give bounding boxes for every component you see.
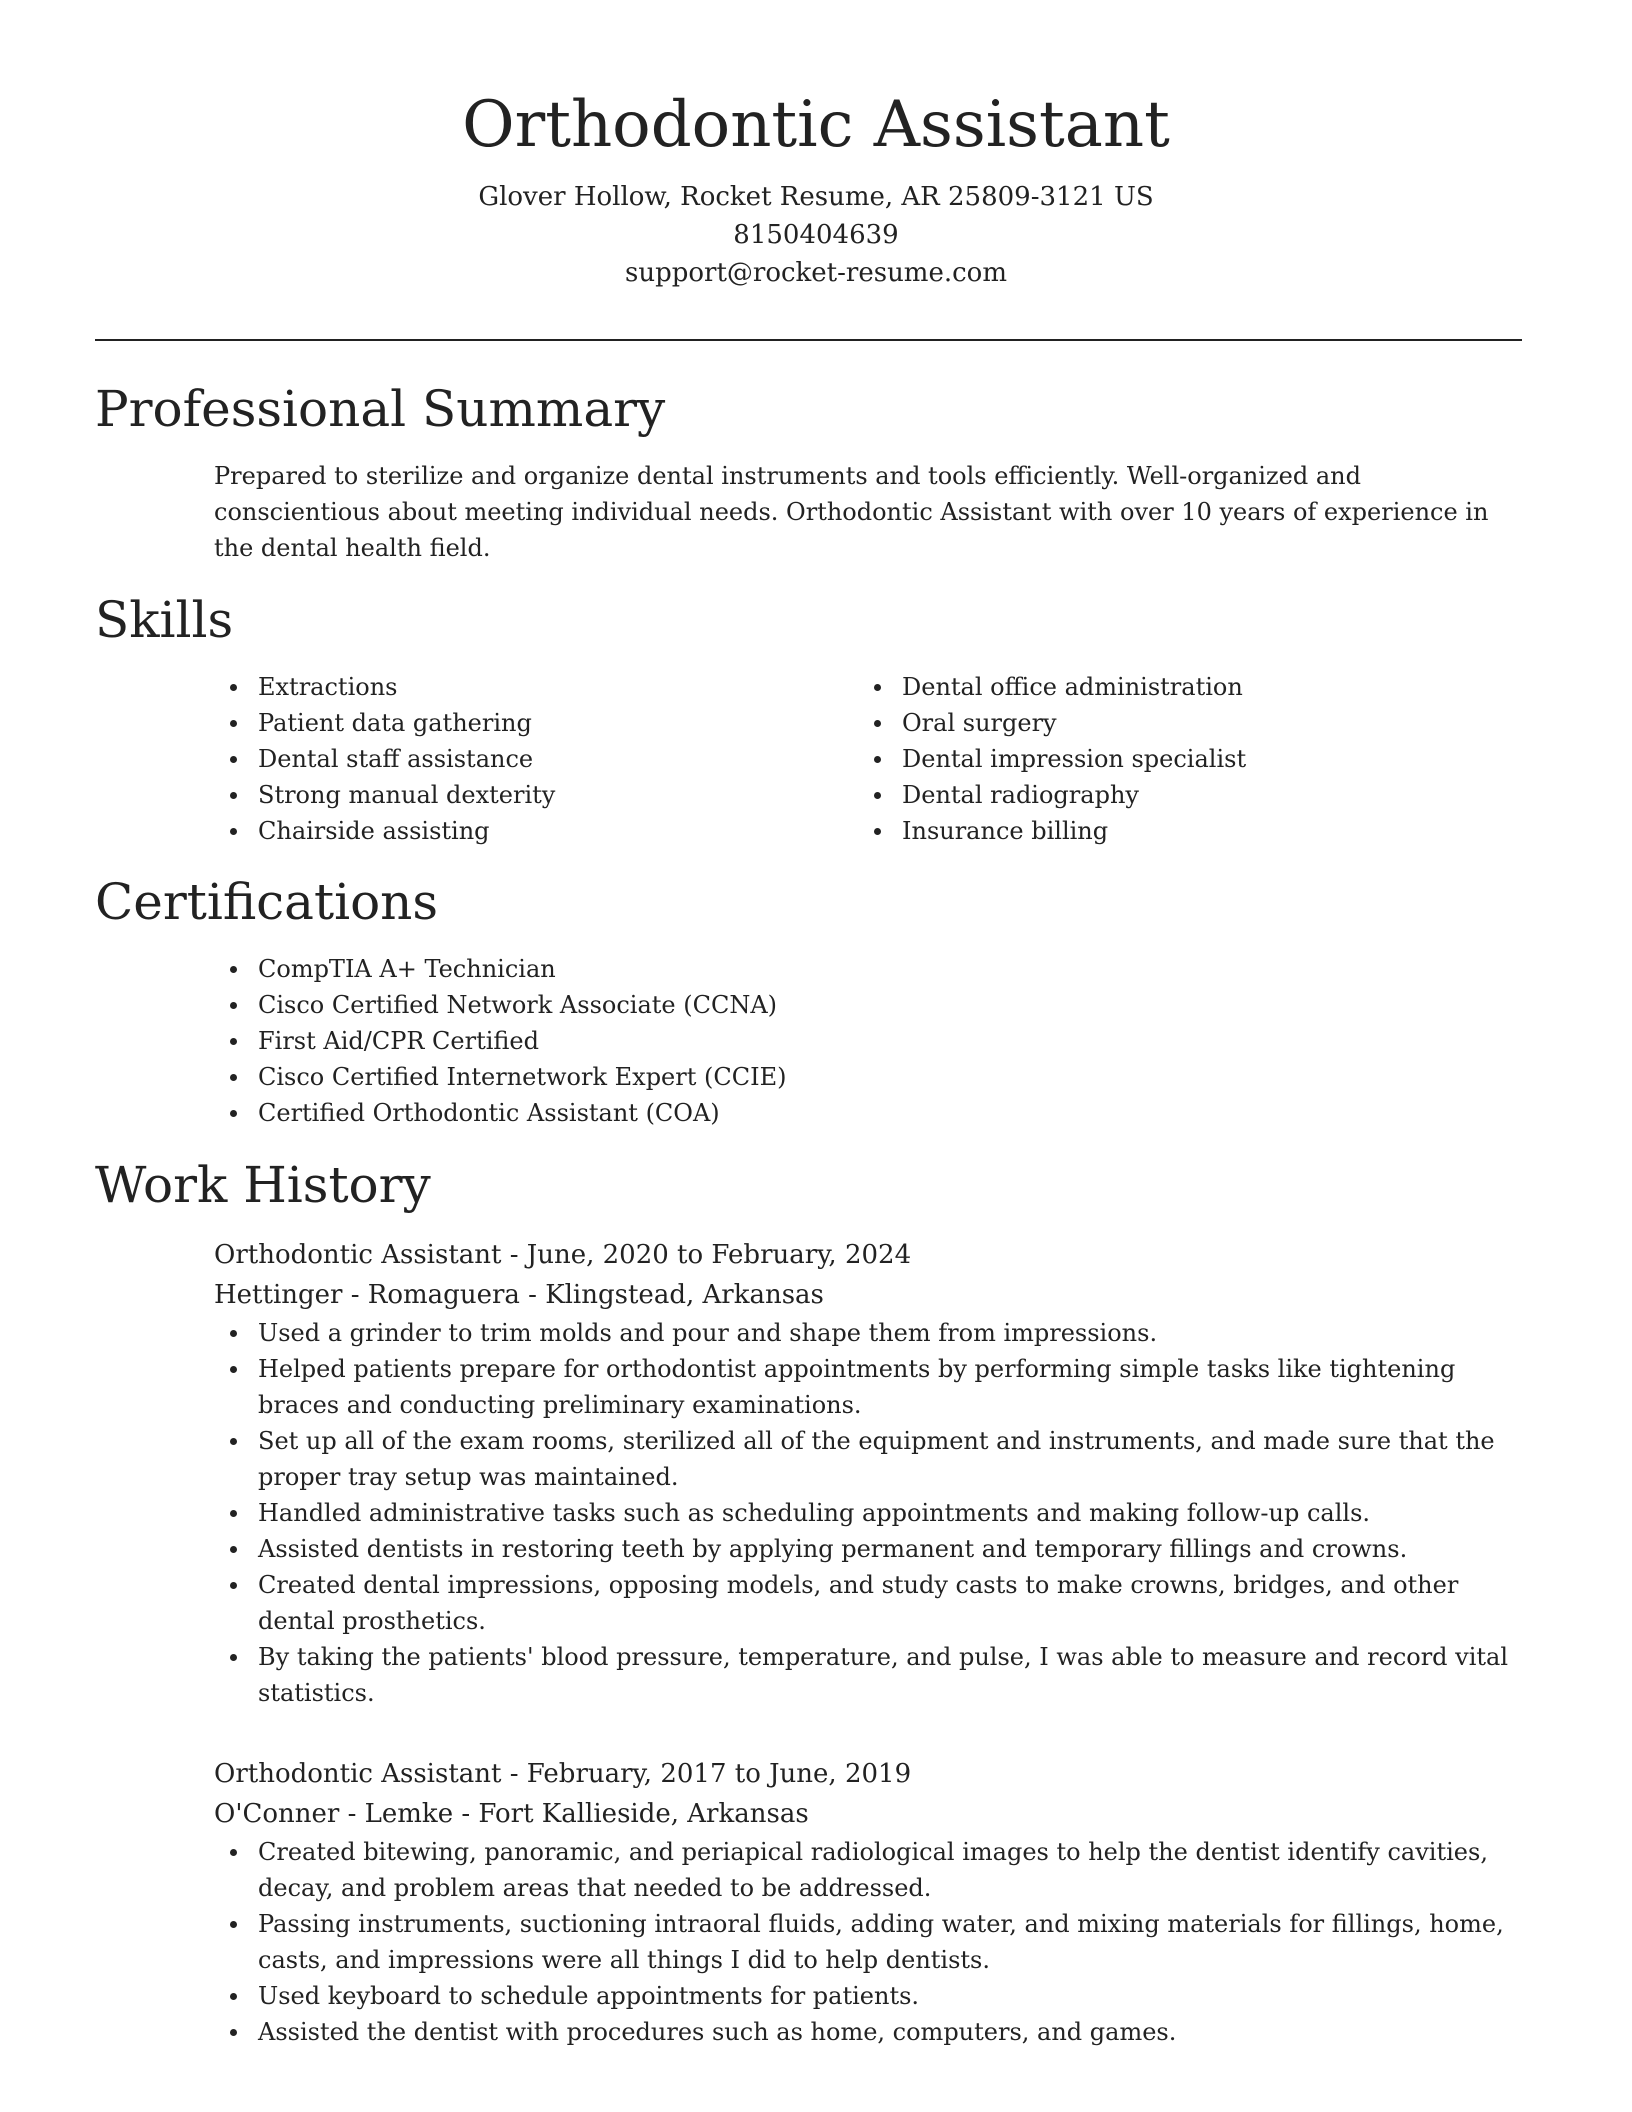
summary-text: Prepared to sterilize and organize dental instruments and tools efficiently. Well-organized and conscientious about meeting individual needs. Orthodontic Assistant with over 10 years of experience in the dental health field. (214, 462, 1489, 562)
job-duty-item: Used keyboard to schedule appointments for patients. (214, 1978, 1524, 2014)
skill-item: Dental radiography (858, 777, 1478, 813)
skill-item: Insurance billing (858, 813, 1478, 849)
skill-item: Patient data gathering (214, 705, 834, 741)
job-duty-item: Handled administrative tasks such as scheduling appointments and making follow-up calls. (214, 1495, 1524, 1531)
job-duty-item: Passing instruments, suctioning intraoral fluids, adding water, and mixing materials for fillings, home, casts, and impressions were all things I did to help dentists. (214, 1906, 1524, 1978)
job-duty-item: Used a grinder to trim molds and pour and shape them from impressions. (214, 1315, 1524, 1351)
header-divider (95, 339, 1522, 341)
job-duties-list (214, 1315, 1524, 1711)
resume-header (0, 80, 1632, 292)
job-entry (214, 1235, 1524, 1711)
job-duty-item: Helped patients prepare for orthodontist appointments by performing simple tasks like tightening braces and conducting preliminary examinations. (214, 1351, 1524, 1423)
skills-list-right (858, 669, 1478, 849)
certifications-list (214, 951, 1514, 1131)
job-duty-item: By taking the patients' blood pressure, temperature, and pulse, I was able to measure and record vital statistics. (214, 1639, 1524, 1711)
certification-item: CompTIA A+ Technician (214, 951, 1514, 987)
job-company-location: Hettinger - Romaguera - Klingstead, Arkansas (214, 1280, 824, 1310)
skills-heading: Skills (95, 591, 234, 649)
summary-heading: Professional Summary (95, 380, 666, 438)
certifications-heading: Certifications (95, 873, 439, 931)
skill-item: Dental impression specialist (858, 741, 1478, 777)
skill-item: Chairside assisting (214, 813, 834, 849)
job-duty-item: Created bitewing, panoramic, and periapical radiological images to help the dentist identify cavities, decay, and problem areas that needed to be addressed. (214, 1834, 1524, 1906)
certifications-section (214, 951, 1514, 1131)
skill-item: Oral surgery (858, 705, 1478, 741)
skill-item: Extractions (214, 669, 834, 705)
skill-item: Dental staff assistance (214, 741, 834, 777)
job-duty-item: Assisted the dentist with procedures such as home, computers, and games. (214, 2014, 1524, 2050)
certification-item: Certified Orthodontic Assistant (COA) (214, 1095, 1514, 1131)
skills-column-left (214, 669, 834, 849)
contact-info (0, 178, 1632, 292)
certification-item: Cisco Certified Internetwork Expert (CCIE) (214, 1059, 1514, 1095)
certification-item: First Aid/CPR Certified (214, 1023, 1514, 1059)
job-duty-item: Assisted dentists in restoring teeth by applying permanent and temporary fillings and crowns. (214, 1531, 1524, 1567)
skills-column-right (858, 669, 1478, 849)
phone-number: 8150404639 (733, 220, 899, 250)
job-entry (214, 1754, 1524, 2050)
skills-list-left (214, 669, 834, 849)
job-duty-item: Set up all of the exam rooms, sterilized all of the equipment and instruments, and made sure that the proper tray setup was maintained. (214, 1423, 1524, 1495)
job-company-location: O'Conner - Lemke - Fort Kallieside, Arkansas (214, 1799, 809, 1829)
applicant-name: Orthodontic Assistant (462, 88, 1170, 162)
job-duty-item: Created dental impressions, opposing models, and study casts to make crowns, bridges, and other dental prosthetics. (214, 1567, 1524, 1639)
certification-item: Cisco Certified Network Associate (CCNA) (214, 987, 1514, 1023)
work-history-heading: Work History (95, 1156, 431, 1214)
job-title-dates: Orthodontic Assistant - June, 2020 to February, 2024 (214, 1240, 912, 1270)
skill-item: Dental office administration (858, 669, 1478, 705)
job-duties-list (214, 1834, 1524, 2050)
skill-item: Strong manual dexterity (214, 777, 834, 813)
address: Glover Hollow, Rocket Resume, AR 25809-3121 US (478, 182, 1154, 212)
email-address: support@rocket-resume.com (624, 258, 1007, 288)
job-title-dates: Orthodontic Assistant - February, 2017 to June, 2019 (214, 1759, 912, 1789)
